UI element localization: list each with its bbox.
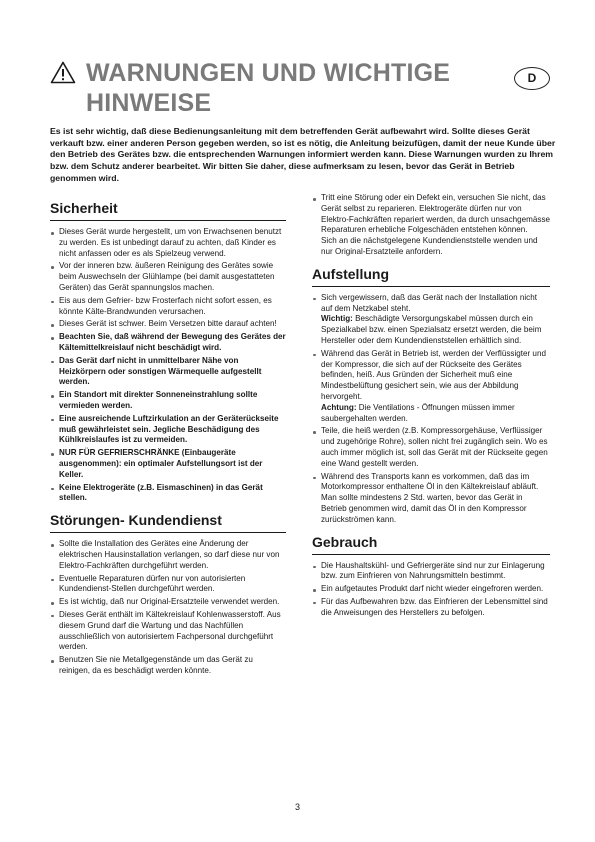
section-divider: [50, 532, 286, 533]
list-item: Eine ausreichende Luftzirkulation an der Geräterückseite muß gewährleistet sein. Jegliche Beschädigung des Kühlkreislaufes ist zu vermeiden.: [50, 414, 286, 446]
list-item: [312, 349, 550, 425]
title-line-1: WARNUNGEN UND WICHTIGE: [86, 59, 451, 87]
list-gebrauch: [312, 561, 550, 619]
keyword-achtung: Achtung:: [321, 402, 357, 412]
list-item: Eventuelle Reparaturen dürfen nur von autorisierten Kundendienst-Stellen durchgeführt werden.: [50, 574, 286, 596]
list-item: Ein Standort mit direkter Sonneneinstrahlung sollte vermieden werden.: [50, 390, 286, 412]
list-item-rest: Die Ventilations - Öffnungen müssen immer saubergehalten werden.: [321, 402, 515, 423]
list-item: Sollte die Installation des Gerätes eine Änderung der elektrischen Hausinstallation verlangen, so darf diese nur von Elektro-Fachkräften durchgeführt werden.: [50, 539, 286, 571]
section-divider: [50, 220, 286, 221]
list-item: Beachten Sie, daß während der Bewegung des Gerätes der Kältemittelkreislauf nicht beschädigt wird.: [50, 332, 286, 354]
list-item-extra-text: [321, 314, 550, 346]
list-item: Benutzen Sie nie Metallgegenstände um das Gerät zu reinigen, da es beschädigt werden könnte.: [50, 655, 286, 677]
list-item: [312, 193, 550, 258]
list-stoerungen: [50, 539, 286, 677]
heading-stoerungen: Störungen- Kundendienst: [50, 512, 222, 529]
section-divider: [312, 286, 550, 287]
list-item-extra-text: [321, 403, 550, 425]
list-item-text: Tritt eine Störung oder ein Defekt ein, versuchen Sie nicht, das Gerät selbst zu reparieren. Elektrogeräte dürfen nur von Elektro-Fachkräften repariert werden, da durch unsachgemässe Reparaturen erhebliche Folgeschäden entstehen können.: [321, 193, 550, 235]
list-item-text: Sich vergewissern, daß das Gerät nach der Installation nicht auf dem Netzkabel steht.: [321, 292, 537, 313]
language-badge: D: [514, 67, 550, 90]
list-item: Vor der inneren bzw. äußeren Reinigung des Gerätes sowie beim Auswechseln der Glühlampe (bei damit ausgestatteten Geräten) das Gerät spannungslos machen.: [50, 261, 286, 293]
left-column: [50, 193, 286, 684]
list-stoerungen-continued: [312, 193, 550, 258]
list-item: NUR FÜR GEFRIERSCHRÄNKE (Einbaugeräte ausgenommen): ein optimaler Aufstellungsort ist der Keller.: [50, 448, 286, 480]
heading-gebrauch: Gebrauch: [312, 533, 378, 550]
page-title: [86, 58, 450, 118]
list-item-text: Während das Gerät in Betrieb ist, werden der Verflüssigter und der Kompressor, die sich auf der Rückseite des Gerätes befinden, heiß. Aus Gründen der Sicherheit muß eine Mindestbelüftung gesichert sein, wie aus der Abbildung hervorgeht.: [321, 348, 546, 401]
list-item: Die Haushaltskühl- und Gefriergeräte sind nur zur Einlagerung bzw. zum Einfrieren von Nahrungsmitteln bestimmt.: [312, 561, 550, 583]
list-item: [312, 293, 550, 347]
list-aufstellung: [312, 293, 550, 526]
list-item: Dieses Gerät wurde hergestellt, um von Erwachsenen benutzt zu werden. Es ist unbedingt darauf zu achten, daß Kinder es nicht anfassen oder es als Spielzeug verwend.: [50, 227, 286, 259]
warning-icon: [50, 61, 76, 84]
title-line-2: HINWEISE: [86, 89, 212, 117]
list-item: Teile, die heiß werden (z.B. Kompressorgehäuse, Verflüssiger und zugehörige Rohre), sollen nicht frei zugänglich sein. Wo es auch immer möglich ist, soll das Gerät mit der Rückseite gegen eine Wand gestellt werden.: [312, 426, 550, 469]
list-item: Dieses Gerät ist schwer. Beim Versetzen bitte darauf achten!: [50, 319, 286, 330]
list-item: Ein aufgetautes Produkt darf nicht wieder eingefroren werden.: [312, 584, 550, 595]
page-number: 3: [294, 802, 300, 812]
list-item: Dieses Gerät enthält im Kältekreislauf Kohlenwasserstoff. Aus diesem Grund darf die Wartung und das Nachfüllen ausschließlich von autorisiertem Fachpersonal durchgeführt werden.: [50, 610, 286, 653]
list-item: Für das Aufbewahren bzw. das Einfrieren der Lebensmittel sind die Anweisungen des Herstellers zu befolgen.: [312, 597, 550, 619]
list-item: Keine Elektrogeräte (z.B. Eismaschinen) in das Gerät stellen.: [50, 483, 286, 505]
heading-sicherheit: Sicherheit: [50, 200, 118, 216]
keyword-wichtig: Wichtig:: [321, 314, 353, 324]
list-item: Es ist wichtig, daß nur Original-Ersatzteile verwendet werden.: [50, 597, 286, 608]
right-column: [312, 193, 550, 626]
list-item: Das Gerät darf nicht in unmittelbarer Nähe von Heizkörpern oder sonstigen Wärmequelle aufgestellt werden.: [50, 356, 286, 388]
list-item: Während des Transports kann es vorkommen, daß das im Motorkompressor enthaltene Öl in den Kältekreislauf abläuft. Man sollte mindestens 2 Std. warten, bevor das Gerät in Betrieb genommen wird, damit das Öl in den Kompressor zurückströmen kann.: [312, 472, 550, 526]
intro-paragraph: Es ist sehr wichtig, daß diese Bedienungsanleitung mit dem betreffenden Gerät aufbewahrt wird. Sollte dieses Gerät verkauft bzw. einer anderen Person gegeben werden, so ist es nötig, die Anleitung beizufügen, damit der neue Kunde über den Betrieb des Gerätes bzw. die entsprechenden Warnungen informiert werden kann. Diese Warnungen wurden zu Ihrem bzw. dem Schutz anderer bearbeitet. Wir bitten Sie daher, diese aufmerksam zu lesen, bevor das Gerät in Betrieb genommen wird.: [50, 126, 556, 183]
list-sicherheit: [50, 227, 286, 504]
section-divider: [312, 554, 550, 555]
list-item: Eis aus dem Gefrier- bzw Frosterfach nicht sofort essen, es könnte Kälte-Brandwunden verursachen.: [50, 296, 286, 318]
heading-aufstellung: Aufstellung: [312, 265, 389, 282]
list-item-rest: Beschädigte Versorgungskabel müssen durch ein Spezialkabel bzw. einen Spezialsatz ersetzt werden, die beim Hersteller oder dem Kundendienststellen erhältlich sind.: [321, 314, 542, 345]
list-item-extra-text: Sich an die nächstgelegene Kundendienststelle wenden und nur Original-Ersatzteile anfordern.: [321, 236, 538, 256]
